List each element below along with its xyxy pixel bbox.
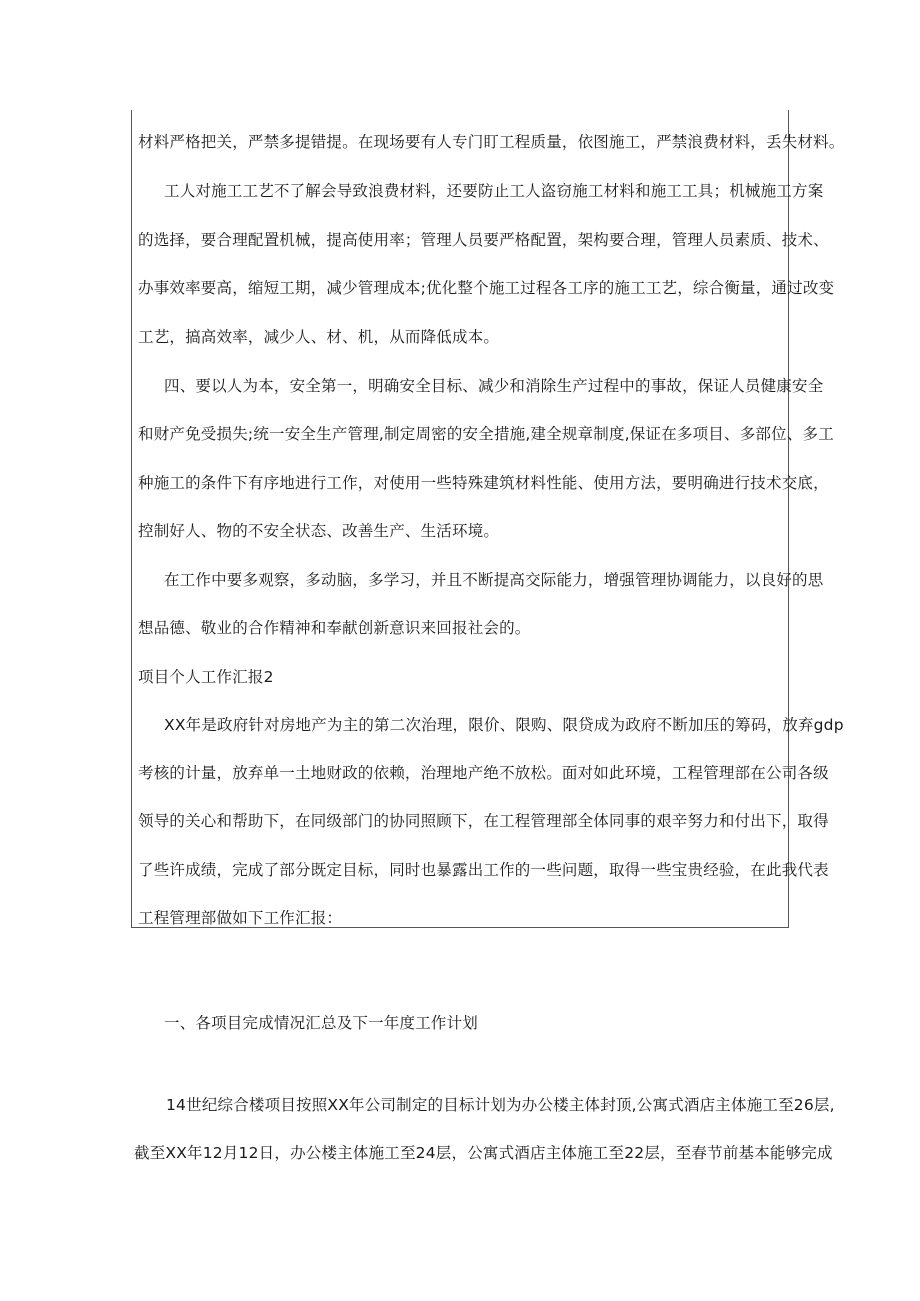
- paragraph-line: 控制好人、物的不安全状态、改善生产、生活环境。: [138, 522, 500, 540]
- paragraph-line: 截至XX年12月12日，办公楼主体施工至24层，公寓式酒店主体施工至22层，至春节前基本能够完成: [134, 1144, 833, 1162]
- paragraph-line: 了些许成绩，完成了部分既定目标，同时也暴露出工作的一些问题，取得一些宝贵经验，在此我代表: [138, 861, 829, 879]
- paragraph-line: 和财产免受损失;统一安全生产管理,制定周密的安全措施,建全规章制度,保证在多项目、多部位、多工: [138, 425, 834, 443]
- paragraph-line: 的选择，要合理配置机械，提高使用率；管理人员要严格配置，架构要合理，管理人员素质、技术、: [138, 231, 829, 249]
- paragraph-line: 考核的计量，放弃单一土地财政的依赖，治理地产绝不放松。面对如此环境，工程管理部在公司各级: [138, 764, 829, 782]
- paragraph-line: 领导的关心和帮助下，在同级部门的协同照顾下，在工程管理部全体同事的艰辛努力和付出下，取得: [138, 812, 829, 830]
- section-title: 项目个人工作汇报2: [138, 668, 274, 686]
- paragraph-line: 办事效率要高，缩短工期，减少管理成本;优化整个施工过程各工序的施工工艺，综合衡量，通过改变: [138, 279, 835, 297]
- paragraph-line: 工人对施工工艺不了解会导致浪费材料，还要防止工人盗窃施工材料和施工工具；机械施工方案: [164, 182, 824, 200]
- paragraph-line: 种施工的条件下有序地进行工作，对使用一些特殊建筑材料性能、使用方法，要明确进行技术交底，: [138, 474, 829, 492]
- paragraph-line: 工艺，搞高效率，减少人、材、机，从而降低成本。: [138, 328, 500, 346]
- paragraph-line: 工程管理部做如下工作汇报：: [138, 909, 343, 927]
- paragraph-line: 在工作中要多观察，多动脑，多学习，并且不断提高交际能力，增强管理协调能力，以良好的思: [164, 571, 824, 589]
- section-heading: 一、各项目完成情况汇总及下一年度工作计划: [164, 1014, 479, 1032]
- paragraph-line: 14世纪综合楼项目按照XX年公司制定的目标计划为办公楼主体封顶,公寓式酒店主体施工至26层,: [166, 1096, 835, 1114]
- paragraph-line: XX年是政府针对房地产为主的第二次治理，限价、限购、限贷成为政府不断加压的筹码，放弃gdp: [164, 716, 844, 734]
- paragraph-line: 材料严格把关，严禁多提错提。在现场要有人专门盯工程质量，依图施工，严禁浪费材料，丢失材料。: [138, 133, 845, 151]
- paragraph-line: 四、要以人为本，安全第一，明确安全目标、减少和消除生产过程中的事故，保证人员健康安全: [164, 377, 824, 395]
- paragraph-line: 想品德、敬业的合作精神和奉献创新意识来回报社会的。: [138, 619, 531, 637]
